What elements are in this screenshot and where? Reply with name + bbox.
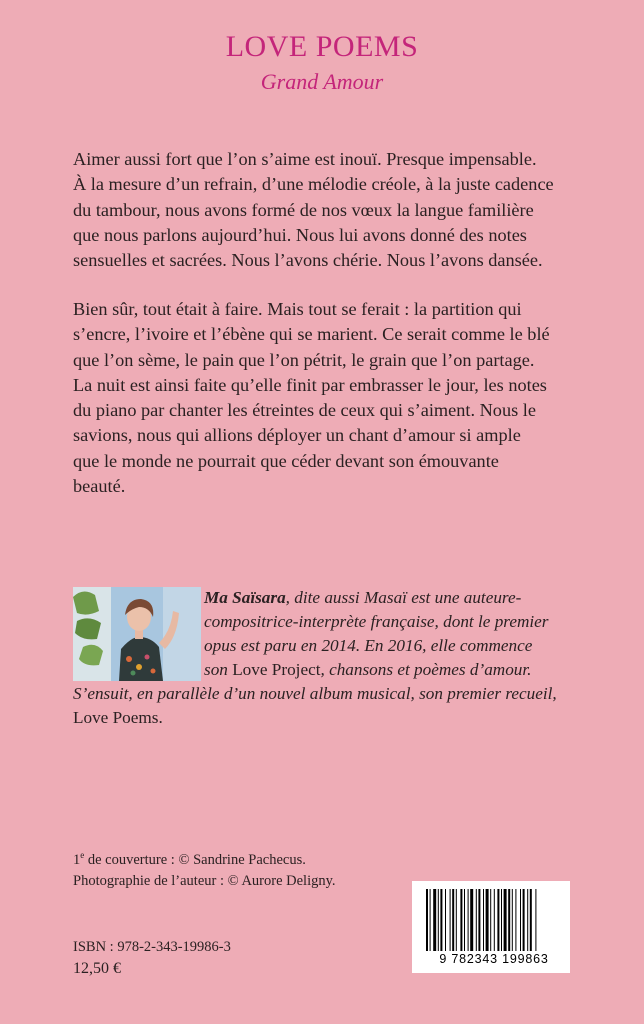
barcode-bar (501, 889, 502, 951)
text-line: du tambour, nous avons formé de nos vœux la langue familière (73, 199, 534, 220)
barcode-bar (530, 889, 532, 951)
bio-text: son (204, 660, 233, 679)
credit-text: 1 (73, 852, 81, 868)
author-name: Ma Saïsara (204, 588, 286, 607)
bio-text: , chansons et poèmes d’amour. (320, 660, 532, 679)
book-title: LOVE POEMS (225, 30, 419, 63)
credits (73, 850, 403, 892)
barcode-bar (494, 889, 495, 951)
barcode-bar (470, 889, 473, 951)
barcode-bar (450, 889, 451, 951)
barcode-bar (430, 889, 431, 951)
barcode-bar (464, 889, 465, 951)
barcode (412, 881, 570, 973)
bio-line-1 (204, 586, 576, 610)
barcode-number: 9 782343 199863 (439, 952, 549, 966)
bio-line-2: compositrice-interprète française, dont le premier (204, 612, 549, 632)
barcode-bar (497, 889, 499, 951)
author-bio-continued (73, 658, 576, 731)
barcode-bar (535, 889, 536, 951)
text-line: s’encre, l’ivoire et l’ébène qui se marient. Ce serait comme le blé (73, 324, 550, 345)
bio-line-4 (73, 658, 576, 682)
photo-credit: Photographie de l’auteur : © Aurore Deligny. (73, 873, 336, 889)
barcode-bar (515, 889, 516, 951)
text-line: savions, nous qui allions déployer un chant d’amour si ample (73, 425, 521, 446)
book-subtitle: Grand Amour (260, 69, 384, 94)
barcode-bar (426, 889, 428, 951)
barcode-bar (483, 889, 484, 951)
text-line: Aimer aussi fort que l’on s’aime est inouï. Presque impensable. (73, 149, 537, 169)
bio-line-6: Love Poems. (73, 708, 163, 728)
barcode-bar (486, 889, 489, 951)
barcode-bar (476, 889, 477, 951)
barcode-icon (426, 889, 562, 951)
isbn: ISBN : 978-2-343-19986-3 (73, 939, 231, 955)
barcode-bar (456, 889, 457, 951)
text-line: que nous parlons aujourd’hui. Nous lui avons donné des notes (73, 224, 527, 245)
barcode-bar (460, 889, 462, 951)
text-line: beauté. (73, 476, 126, 497)
barcode-bar (468, 889, 469, 951)
bio-line-3: opus est paru en 2014. En 2016, elle commence (204, 636, 533, 656)
author-bio (204, 586, 576, 659)
text-line: du piano par chanter les étreintes de ceux qui s’aiment. Nous le (73, 400, 536, 421)
credit-text: de couverture : © Sandrine Pachecus. (84, 852, 306, 868)
credit-superscript: e (80, 850, 85, 861)
barcode-bar (452, 889, 454, 951)
text-line: À la mesure d’un refrain, d’une mélodie créole, à la juste cadence (73, 174, 554, 195)
barcode-bar (478, 889, 480, 951)
barcode-bar (527, 889, 528, 951)
barcode-bar (445, 889, 446, 951)
blurb-paragraph-1 (73, 147, 576, 273)
barcode-bar (520, 889, 521, 951)
project-name: Love Project (232, 660, 321, 679)
barcode-bar (523, 889, 525, 951)
blurb-paragraph-2 (73, 297, 576, 499)
barcode-bar (512, 889, 513, 951)
text-line: La nuit est ainsi faite qu’elle finit par embrasser le jour, les notes (73, 374, 547, 395)
cover-credit (73, 850, 403, 871)
bio-line-5: S’ensuit, en parallèle d’un nouvel album musical, son premier recueil, (73, 684, 557, 704)
bio-text: , dite aussi Masaï est une auteure- (285, 588, 522, 607)
barcode-bar (433, 889, 436, 951)
text-line: sensuelles et sacrées. Nous l’avons chérie. Nous l’avons dansée. (73, 250, 543, 271)
text-line: que l’on sème, le pain que l’on pétrit, le grain que l’on partage. (73, 349, 535, 370)
barcode-bar (440, 889, 442, 951)
barcode-bar (504, 889, 507, 951)
barcode-bar (490, 889, 491, 951)
price: 12,50 € (73, 960, 121, 977)
barcode-bar (508, 889, 510, 951)
text-line: que le monde ne pourrait que céder devant son émouvante (73, 450, 499, 471)
barcode-bar (438, 889, 439, 951)
text-line: Bien sûr, tout était à faire. Mais tout se ferait : la partition qui (73, 299, 522, 319)
